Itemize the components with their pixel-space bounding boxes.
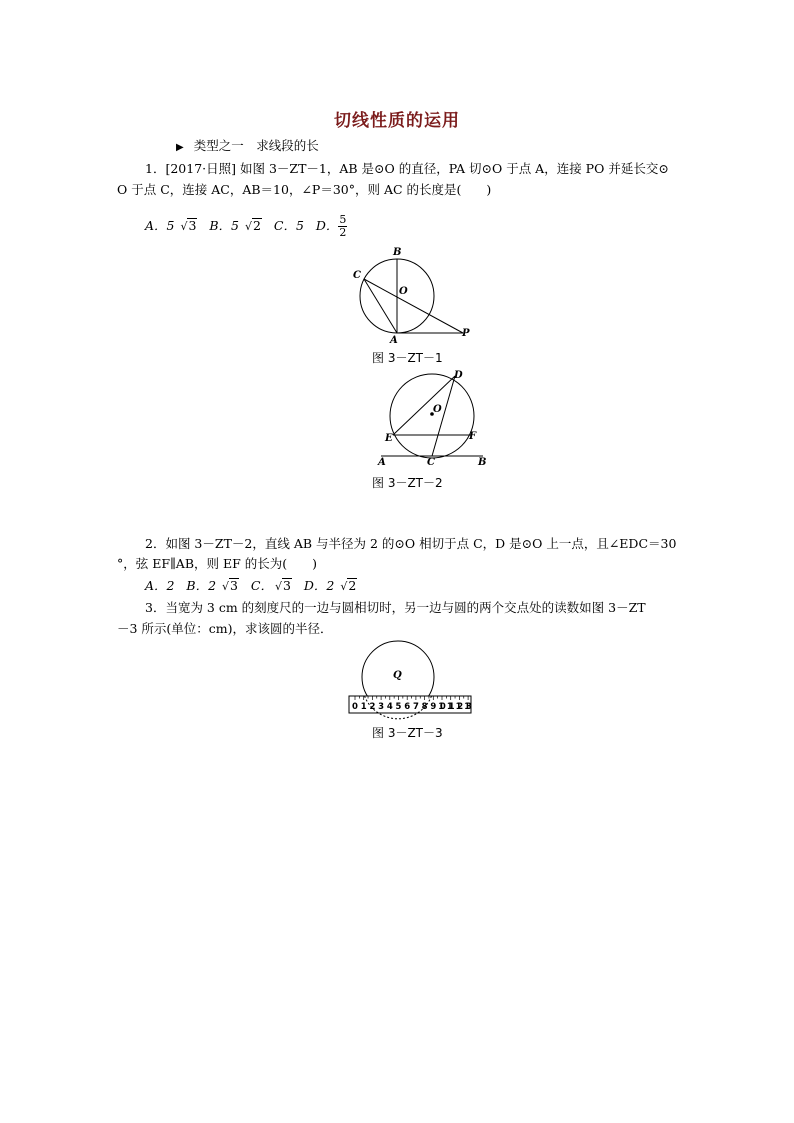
fig1-label-c: C: [353, 270, 361, 281]
q2-text-line1: 2．如图 3－ZT－2，直线 AB 与半径为 2 的⊙O 相切于点 C，D 是⊙O 上一点，且∠EDC＝30: [145, 536, 677, 551]
fig3-ruler-number: 13: [464, 702, 472, 712]
q1-option-c: C．5: [273, 218, 304, 233]
fig3-ruler-number: 2: [369, 702, 376, 712]
q3-text-line1: 3．当宽为 3 cm 的刻度尺的一边与圆相切时，另一边与圆的两个交点处的读数如图 3－ZT: [145, 600, 646, 615]
q1-options: [145, 214, 347, 239]
q1-option-a-radicand: 3: [188, 218, 197, 233]
fig3-ruler-number: 7: [412, 702, 419, 712]
fig3-ruler-number: 3: [378, 702, 385, 712]
q1-option-d-fraction: [338, 214, 347, 239]
q2-option-d-label: D．2: [303, 578, 335, 593]
figure-2-diagram: [376, 368, 496, 470]
fig1-label-b: B: [393, 247, 402, 258]
q2-option-a: A．2: [145, 578, 175, 593]
figure-2-caption: 图 3－ZT－2: [372, 476, 443, 490]
q3-text-line2: －3 所示(单位：cm)，求该圆的半径．: [117, 621, 333, 636]
q1-option-d-numerator: 5: [339, 213, 347, 226]
fig3-ruler: [349, 696, 472, 713]
fig2-label-a: A: [378, 457, 386, 468]
section-heading: [176, 138, 319, 156]
fig1-label-p: P: [462, 328, 470, 339]
fig3-ruler-number: 0: [352, 702, 358, 712]
fig1-label-a: A: [390, 335, 398, 346]
fig1-line-pc: [364, 279, 463, 333]
q2-option-c-label: C．: [250, 578, 273, 593]
fig2-label-c: C: [427, 457, 435, 468]
q2-option-c-radicand: 3: [283, 578, 291, 593]
fig2-chord-de: [393, 376, 455, 435]
q2-option-d-sqrt: √2: [340, 578, 357, 593]
q2-option-b-sqrt: √3: [222, 578, 238, 593]
q2-text-line2: °，弦 EF∥AB，则 EF 的长为( ): [117, 556, 318, 571]
q1-option-a-label: A．5: [145, 218, 175, 233]
q1-text-line1: 1．[2017·日照] 如图 3－ZT－1，AB 是⊙O 的直径，PA 切⊙O 于点 A，连接 PO 并延长交⊙: [145, 161, 669, 176]
q2-option-b-radicand: 3: [230, 578, 238, 593]
fig2-label-d: D: [454, 370, 463, 381]
fig3-ruler-number: 10: [438, 702, 446, 712]
q1-option-b-radicand: 2: [253, 218, 261, 233]
fig2-chord-dc: [432, 376, 455, 456]
q1-text-line2: O 于点 C，连接 AC，AB＝10，∠P＝30°，则 AC 的长度是( ): [117, 182, 492, 197]
fig3-ruler-number: 9: [430, 702, 437, 712]
q2-option-c-sqrt: √3: [275, 578, 291, 593]
q1-option-b-label: B．5: [209, 218, 239, 233]
q1-option-a-sqrt: √3: [180, 218, 197, 233]
fig2-label-f: F: [469, 431, 477, 442]
triangle-marker-icon: ▶: [176, 142, 184, 153]
q2-options: [145, 578, 357, 595]
q1-option-d-denominator: 2: [339, 226, 347, 239]
q2-option-d-radicand: 2: [348, 578, 357, 593]
q1-option-b-sqrt: √2: [244, 218, 261, 233]
fig2-label-e: E: [385, 433, 393, 444]
fig3-ruler-number: 8: [421, 702, 428, 712]
fig3-ruler-number: 4: [386, 702, 393, 712]
fig3-ruler-number: 1: [360, 702, 367, 712]
fig1-label-o: O: [399, 286, 408, 297]
q1-option-d-label: D．: [315, 218, 339, 233]
q2-option-b-label: B．2: [186, 578, 217, 593]
fig2-label-o: O: [433, 404, 442, 415]
section-label: 类型之一 求线段的长: [193, 138, 319, 153]
page-title: 切线性质的运用: [334, 111, 460, 131]
figure-3-diagram: [346, 640, 476, 718]
fig3-ruler-numbers: [352, 702, 472, 712]
fig2-circle: [390, 374, 474, 458]
figure-1-diagram: [350, 244, 480, 346]
fig2-label-b: B: [478, 457, 487, 468]
fig3-ruler-number: 11: [446, 702, 455, 712]
fig1-chord-ac: [364, 279, 397, 333]
fig3-center-label: Q: [393, 670, 402, 681]
fig3-ruler-number: 5: [395, 702, 402, 712]
figure-3-caption: 图 3－ZT－3: [372, 726, 443, 740]
figure-1-caption: 图 3－ZT－1: [372, 351, 443, 365]
fig3-ruler-number: 12: [455, 702, 464, 712]
fig3-ruler-number: 6: [404, 702, 411, 712]
